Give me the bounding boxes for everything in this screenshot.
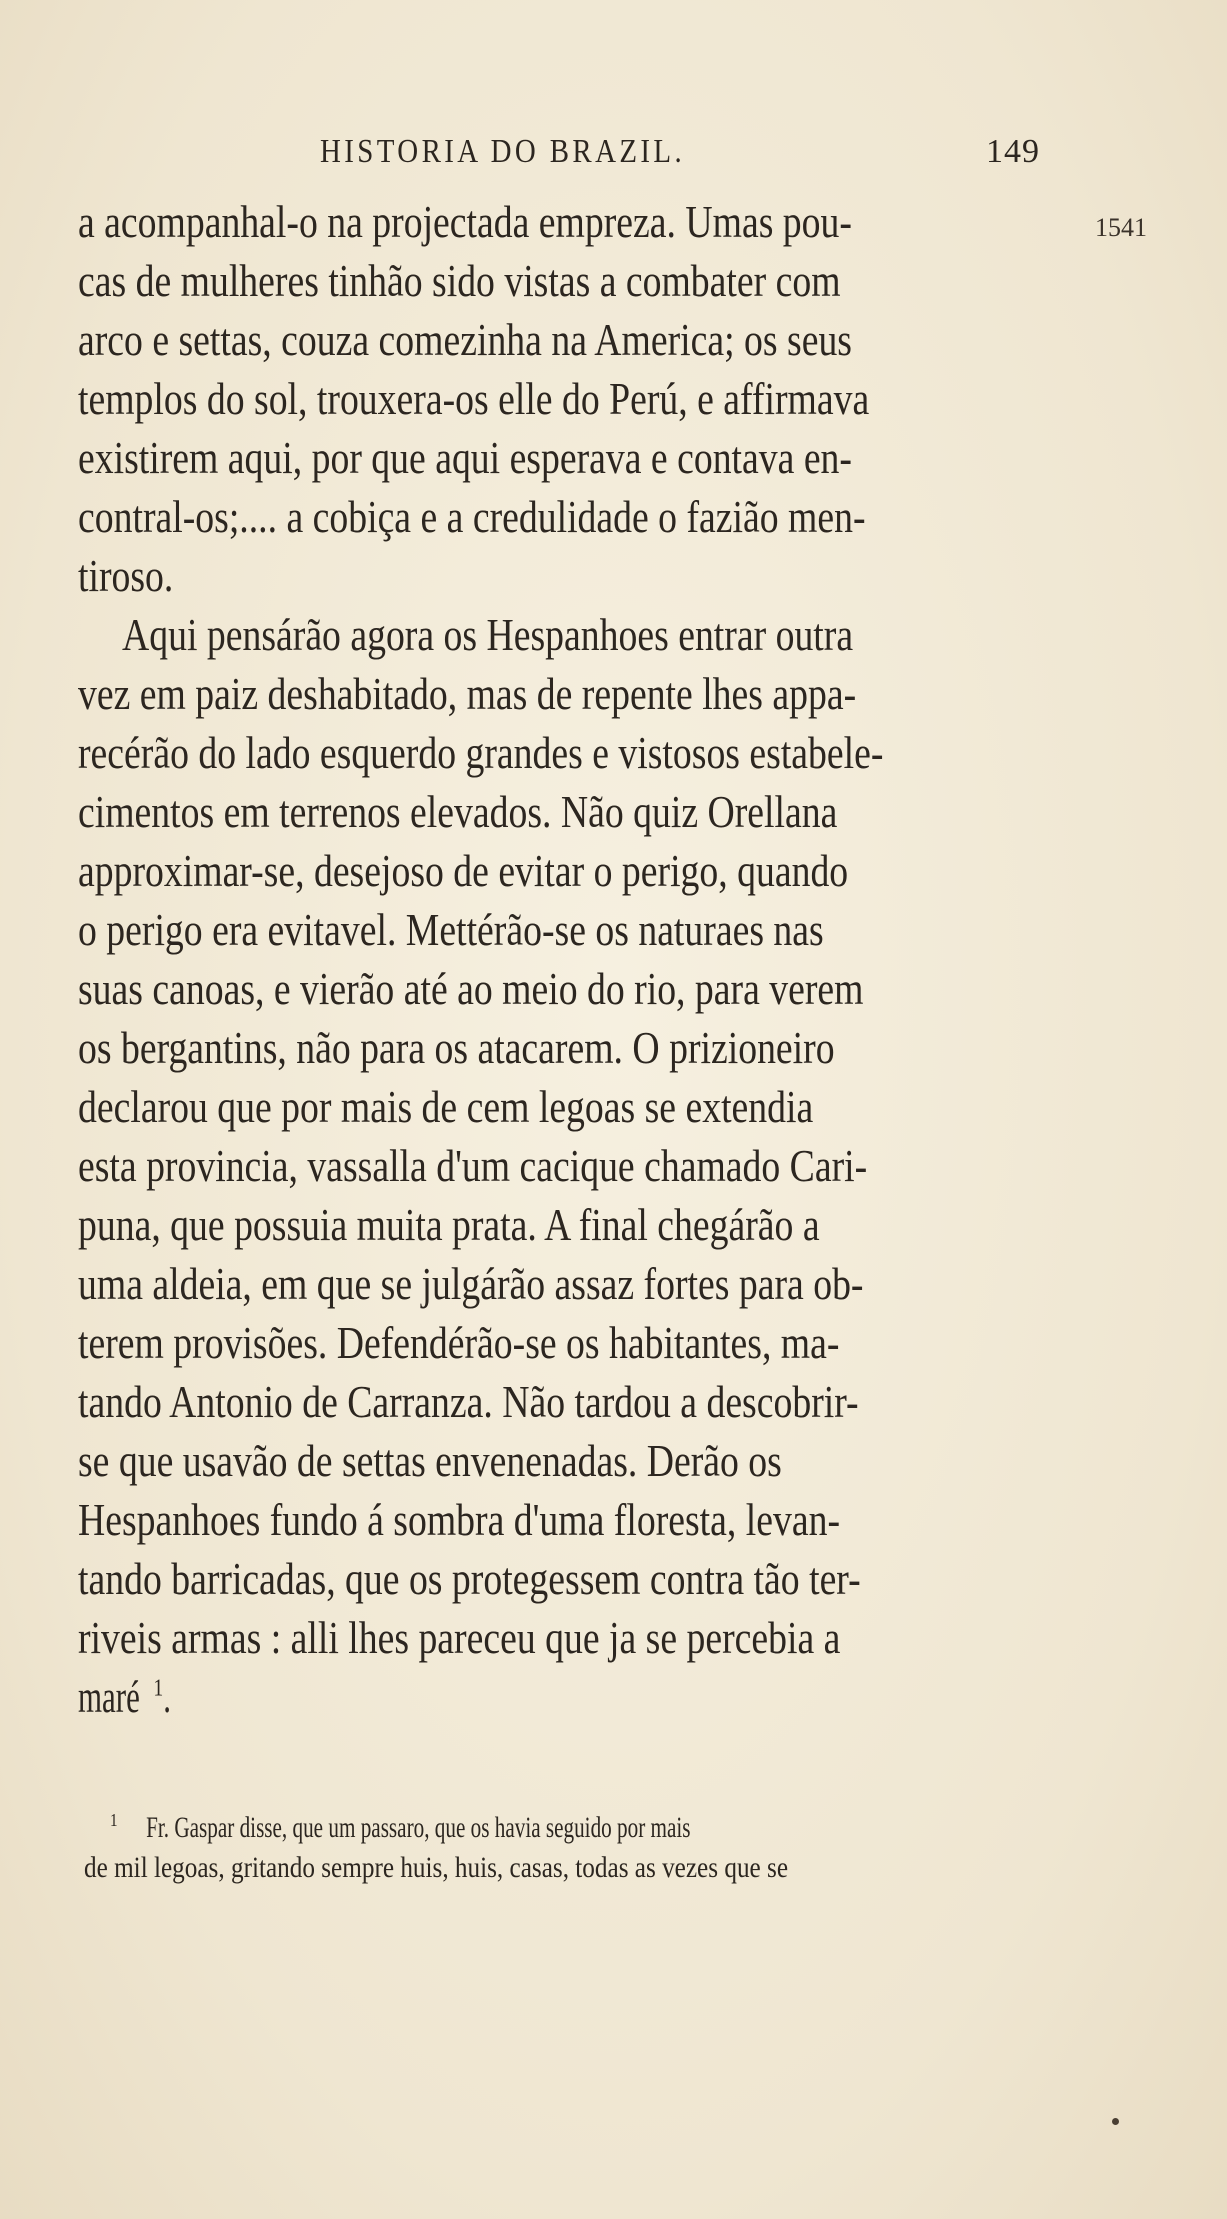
last-word: maré	[78, 1671, 140, 1722]
text-line: cimentos em terrenos elevados. Não quiz Orellana	[78, 786, 838, 837]
text-line: suas canoas, e vierão até ao meio do rio, para verem	[78, 963, 864, 1014]
footnote-line: $^1$ Fr. Gaspar disse, que um passaro, que os havia seguido por mais	[110, 1810, 691, 1844]
footnote-reference[interactable]: 1	[153, 1675, 164, 1702]
text-line: recérão do lado esquerdo grandes e vistosos estabele-	[78, 727, 884, 778]
text-line: esta provincia, vassalla d'um cacique chamado Cari-	[78, 1140, 868, 1191]
text-line: a acompanhal-o na projectada empreza. Umas pou-	[78, 196, 852, 247]
text-line: riveis armas : alli lhes pareceu que ja se percebia a	[78, 1612, 841, 1663]
text-line: vez em paiz deshabitado, mas de repente lhes appa-	[78, 668, 857, 719]
text-line: os bergantins, não para os atacarem. O prizioneiro	[78, 1022, 835, 1073]
text-line: uma aldeia, em que se julgárão assaz fortes para ob-	[78, 1258, 864, 1309]
text-line: templos do sol, trouxera-os elle do Perú, e affirmava	[78, 373, 870, 424]
page-number: 149	[986, 133, 1040, 170]
text-line: tando Antonio de Carranza. Não tardou a descobrir-	[78, 1376, 859, 1427]
footnote-mark: 1	[110, 1810, 118, 1830]
running-head	[320, 128, 1050, 176]
text-line: Aqui pensárão agora os Hespanhoes entrar outra	[122, 609, 854, 660]
text-line: o perigo era evitavel. Mettérão-se os naturaes nas	[78, 904, 824, 955]
text-line: cas de mulheres tinhão sido vistas a combater com	[78, 255, 841, 306]
text-line: arco e settas, couza comezinha na America; os seus	[78, 314, 852, 365]
footnote	[84, 1808, 1044, 1888]
text-line: existirem aqui, por que aqui esperava e contava en-	[78, 432, 852, 483]
running-title: HISTORIA DO BRAZIL.	[320, 133, 686, 170]
text-line: tando barricadas, que os protegessem contra tão ter-	[78, 1553, 861, 1604]
text-line: terem provisões. Defendérão-se os habitantes, ma-	[78, 1317, 840, 1368]
footnote-line: de mil legoas, gritando sempre huis, huis, casas, todas as vezes que se	[84, 1851, 789, 1884]
text-line: tiroso.	[78, 550, 174, 601]
text-line: Hespanhoes fundo á sombra d'uma floresta, levan-	[78, 1494, 841, 1545]
text-line: approximar-se, desejoso de evitar o perigo, quando	[78, 845, 849, 896]
text-line: declarou que por mais de cem legoas se extendia	[78, 1081, 814, 1132]
body-text	[78, 192, 1038, 1726]
last-line-period: .	[163, 1671, 171, 1722]
text-line-last	[78, 1667, 1038, 1726]
text-line: se que usavão de settas envenenadas. Derão os	[78, 1435, 782, 1486]
text-line: contral-os;.... a cobiça e a credulidade o fazião men-	[78, 491, 866, 542]
text-line: puna, que possuia muita prata. A final chegárão a	[78, 1199, 820, 1250]
ink-speck	[1112, 2118, 1119, 2125]
margin-year-note: 1541	[1095, 213, 1147, 242]
